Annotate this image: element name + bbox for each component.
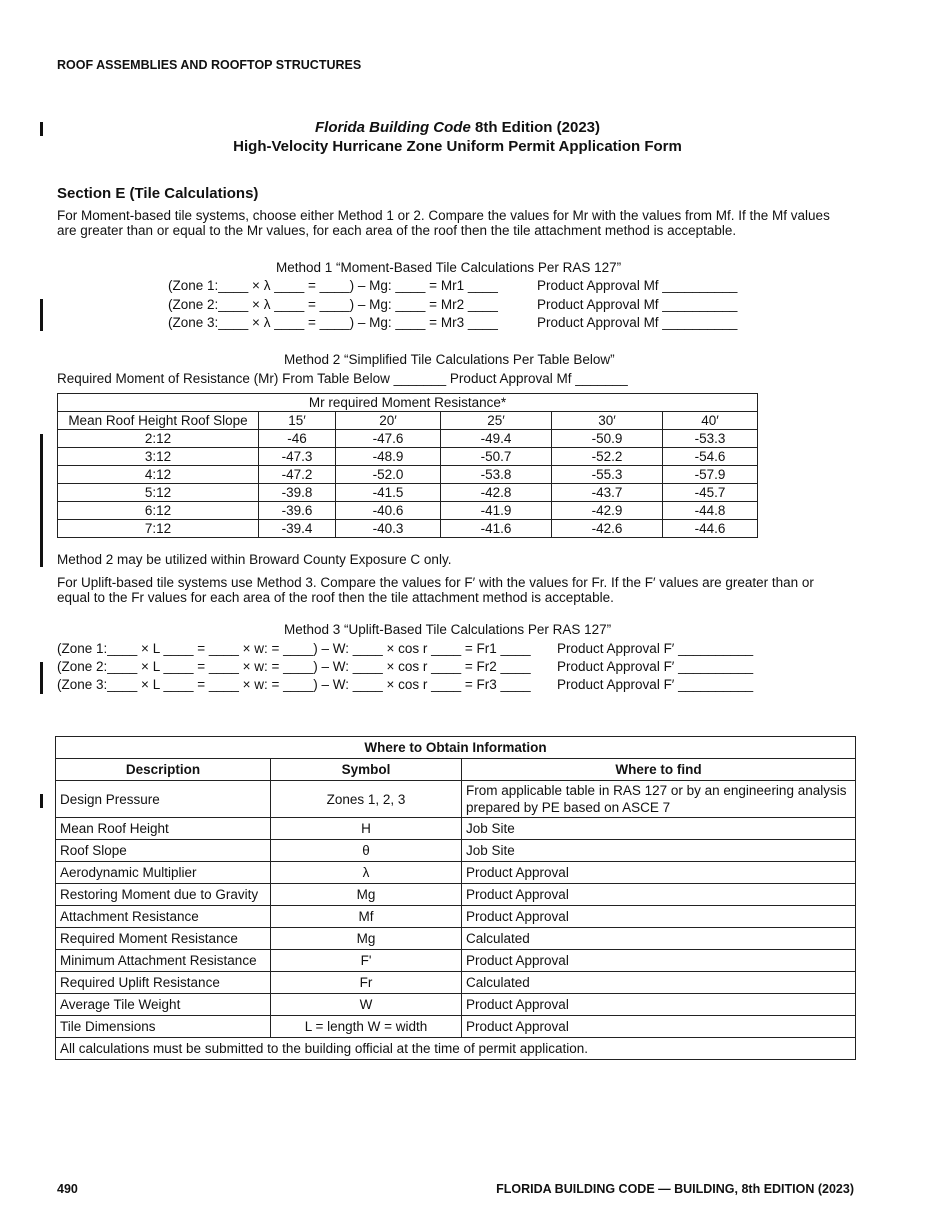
table-cell: -41.9 bbox=[441, 502, 552, 520]
method3-approval1: Product Approval F′ __________ bbox=[557, 641, 754, 656]
method1-approval3: Product Approval Mf __________ bbox=[537, 315, 738, 330]
table-cell: -48.9 bbox=[336, 448, 441, 466]
table-cell: -39.6 bbox=[259, 502, 336, 520]
table-cell: -44.8 bbox=[663, 502, 758, 520]
table-cell: Tile Dimensions bbox=[56, 1016, 271, 1038]
info-table-header bbox=[56, 759, 856, 781]
table-cell: Mean Roof Height bbox=[56, 818, 271, 840]
method1-title: Method 1 “Moment-Based Tile Calculations Per RAS 127” bbox=[276, 260, 622, 275]
table-cell: Average Tile Weight bbox=[56, 994, 271, 1016]
table-row bbox=[58, 520, 758, 538]
column-header: 25′ bbox=[441, 412, 552, 430]
method3-zone1: (Zone 1:____ × L ____ = ____ × w: = ____) – W: ____ × cos r ____ = Fr1 ____ bbox=[57, 641, 531, 656]
table-cell: Job Site bbox=[462, 840, 856, 862]
intro-line-1: For Moment-based tile systems, choose either Method 1 or 2. Compare the values for Mr with the values from Mf. If the Mf values bbox=[57, 208, 830, 223]
table-cell: -50.9 bbox=[552, 430, 663, 448]
column-header: 30′ bbox=[552, 412, 663, 430]
table-cell: F' bbox=[271, 950, 462, 972]
table-row bbox=[56, 818, 856, 840]
table-cell: -43.7 bbox=[552, 484, 663, 502]
table-cell: -40.6 bbox=[336, 502, 441, 520]
table-cell: Zones 1, 2, 3 bbox=[271, 781, 462, 818]
method1-zone3: (Zone 3:____ × λ ____ = ____) – Mg: ____ = Mr3 ____ bbox=[168, 315, 498, 330]
table-cell: Calculated bbox=[462, 928, 856, 950]
table-row bbox=[56, 862, 856, 884]
table-cell: -52.0 bbox=[336, 466, 441, 484]
table-cell: -50.7 bbox=[441, 448, 552, 466]
table-cell: -54.6 bbox=[663, 448, 758, 466]
intro-line-2: are greater than or equal to the Mr values, for each area of the roof then the tile attachment method is acceptable. bbox=[57, 223, 737, 238]
table-cell: -53.8 bbox=[441, 466, 552, 484]
table-cell: -47.3 bbox=[259, 448, 336, 466]
table-row bbox=[58, 502, 758, 520]
table-cell: -47.6 bbox=[336, 430, 441, 448]
table-cell: -44.6 bbox=[663, 520, 758, 538]
column-header: Where to find bbox=[462, 759, 856, 781]
table-cell: Product Approval bbox=[462, 884, 856, 906]
table-row bbox=[56, 884, 856, 906]
section-heading: Section E (Tile Calculations) bbox=[57, 185, 259, 202]
table-cell: -39.8 bbox=[259, 484, 336, 502]
table-cell: 5:12 bbox=[58, 484, 259, 502]
table-cell: H bbox=[271, 818, 462, 840]
table-cell: -39.4 bbox=[259, 520, 336, 538]
method3-title: Method 3 “Uplift-Based Tile Calculations Per RAS 127” bbox=[284, 622, 612, 637]
table-cell: 4:12 bbox=[58, 466, 259, 484]
column-header: Mean Roof Height Roof Slope bbox=[58, 412, 259, 430]
table-cell: Design Pressure bbox=[56, 781, 271, 818]
table-cell: L = length W = width bbox=[271, 1016, 462, 1038]
running-footer: FLORIDA BUILDING CODE — BUILDING, 8th EDITION (2023) bbox=[496, 1182, 854, 1196]
method3-zone2: (Zone 2:____ × L ____ = ____ × w: = ____) – W: ____ × cos r ____ = Fr2 ____ bbox=[57, 659, 531, 674]
table-row bbox=[58, 448, 758, 466]
table-cell: Product Approval bbox=[462, 950, 856, 972]
change-bar bbox=[40, 434, 43, 567]
table-cell: -40.3 bbox=[336, 520, 441, 538]
method2-title: Method 2 “Simplified Tile Calculations Per Table Below” bbox=[284, 352, 615, 367]
column-header: 20′ bbox=[336, 412, 441, 430]
table-cell: -41.6 bbox=[441, 520, 552, 538]
uplift-intro-line-2: equal to the Fr values for each area of the roof then the tile attachment method is acceptable. bbox=[57, 590, 614, 605]
table-cell: Mf bbox=[271, 906, 462, 928]
table-cell: -42.6 bbox=[552, 520, 663, 538]
method2-required-line: Required Moment of Resistance (Mr) From Table Below _______ Product Approval Mf _______ bbox=[57, 371, 628, 386]
table-cell: Job Site bbox=[462, 818, 856, 840]
table-cell: Minimum Attachment Resistance bbox=[56, 950, 271, 972]
method3-approval3: Product Approval F′ __________ bbox=[557, 677, 754, 692]
table-cell: Fr bbox=[271, 972, 462, 994]
method1-approval2: Product Approval Mf __________ bbox=[537, 297, 738, 312]
table-cell: Mg bbox=[271, 928, 462, 950]
table-row bbox=[56, 840, 856, 862]
change-bar bbox=[40, 299, 43, 331]
table-cell: -53.3 bbox=[663, 430, 758, 448]
table-cell: -45.7 bbox=[663, 484, 758, 502]
table-row bbox=[56, 781, 856, 818]
table-row bbox=[56, 994, 856, 1016]
table-cell: Attachment Resistance bbox=[56, 906, 271, 928]
column-header: 40′ bbox=[663, 412, 758, 430]
table-cell: -55.3 bbox=[552, 466, 663, 484]
table-cell: -42.8 bbox=[441, 484, 552, 502]
column-header: Description bbox=[56, 759, 271, 781]
moment-table-header bbox=[58, 412, 758, 430]
table-cell: -42.9 bbox=[552, 502, 663, 520]
table-row bbox=[56, 1016, 856, 1038]
form-title bbox=[0, 118, 915, 156]
table-cell: Required Uplift Resistance bbox=[56, 972, 271, 994]
table-cell: 3:12 bbox=[58, 448, 259, 466]
table-row bbox=[56, 950, 856, 972]
change-bar bbox=[40, 794, 43, 808]
table-cell: Aerodynamic Multiplier bbox=[56, 862, 271, 884]
table-cell: λ bbox=[271, 862, 462, 884]
info-table-footer: All calculations must be submitted to the building official at the time of permit application. bbox=[56, 1038, 856, 1060]
table-cell: -47.2 bbox=[259, 466, 336, 484]
table-cell: Required Moment Resistance bbox=[56, 928, 271, 950]
change-bar bbox=[40, 662, 43, 694]
table-cell: -57.9 bbox=[663, 466, 758, 484]
table-cell: From applicable table in RAS 127 or by an engineering analysis prepared by PE based on ASCE 7 bbox=[462, 781, 856, 818]
moment-table-title: Mr required Moment Resistance* bbox=[58, 394, 758, 412]
table-cell: Product Approval bbox=[462, 1016, 856, 1038]
table-cell: Calculated bbox=[462, 972, 856, 994]
table-cell: Restoring Moment due to Gravity bbox=[56, 884, 271, 906]
table-cell: 7:12 bbox=[58, 520, 259, 538]
table-cell: -46 bbox=[259, 430, 336, 448]
table-cell: 2:12 bbox=[58, 430, 259, 448]
column-header: 15′ bbox=[259, 412, 336, 430]
table-cell: -49.4 bbox=[441, 430, 552, 448]
method1-zone2: (Zone 2:____ × λ ____ = ____) – Mg: ____ = Mr2 ____ bbox=[168, 297, 498, 312]
running-header: ROOF ASSEMBLIES AND ROOFTOP STRUCTURES bbox=[57, 58, 362, 72]
method3-approval2: Product Approval F′ __________ bbox=[557, 659, 754, 674]
table-cell: -52.2 bbox=[552, 448, 663, 466]
table-row bbox=[56, 972, 856, 994]
table-cell: Product Approval bbox=[462, 994, 856, 1016]
table-row bbox=[58, 430, 758, 448]
table-row bbox=[58, 466, 758, 484]
method3-zone3: (Zone 3:____ × L ____ = ____ × w: = ____) – W: ____ × cos r ____ = Fr3 ____ bbox=[57, 677, 531, 692]
info-table-title: Where to Obtain Information bbox=[56, 737, 856, 759]
moment-resistance-table bbox=[57, 393, 758, 538]
column-header: Symbol bbox=[271, 759, 462, 781]
table-cell: θ bbox=[271, 840, 462, 862]
uplift-intro-line-1: For Uplift-based tile systems use Method 3. Compare the values for F′ with the values for Fr. If the F′ values are greater than or bbox=[57, 575, 814, 590]
table-row bbox=[58, 484, 758, 502]
info-table bbox=[55, 736, 856, 1060]
method1-zone1: (Zone 1:____ × λ ____ = ____) – Mg: ____ = Mr1 ____ bbox=[168, 278, 498, 293]
table-cell: Roof Slope bbox=[56, 840, 271, 862]
method1-approval1: Product Approval Mf __________ bbox=[537, 278, 738, 293]
method2-note: Method 2 may be utilized within Broward County Exposure C only. bbox=[57, 552, 452, 567]
page-number: 490 bbox=[57, 1182, 78, 1196]
title-italic: Florida Building Code bbox=[314, 119, 471, 136]
title-line2: High-Velocity Hurricane Zone Uniform Permit Application Form bbox=[233, 138, 682, 155]
table-cell: -41.5 bbox=[336, 484, 441, 502]
title-edition: 8th Edition (2023) bbox=[470, 119, 600, 136]
table-cell: Mg bbox=[271, 884, 462, 906]
table-cell: W bbox=[271, 994, 462, 1016]
table-cell: 6:12 bbox=[58, 502, 259, 520]
table-cell: Product Approval bbox=[462, 862, 856, 884]
table-row bbox=[56, 906, 856, 928]
table-row bbox=[56, 928, 856, 950]
table-cell: Product Approval bbox=[462, 906, 856, 928]
